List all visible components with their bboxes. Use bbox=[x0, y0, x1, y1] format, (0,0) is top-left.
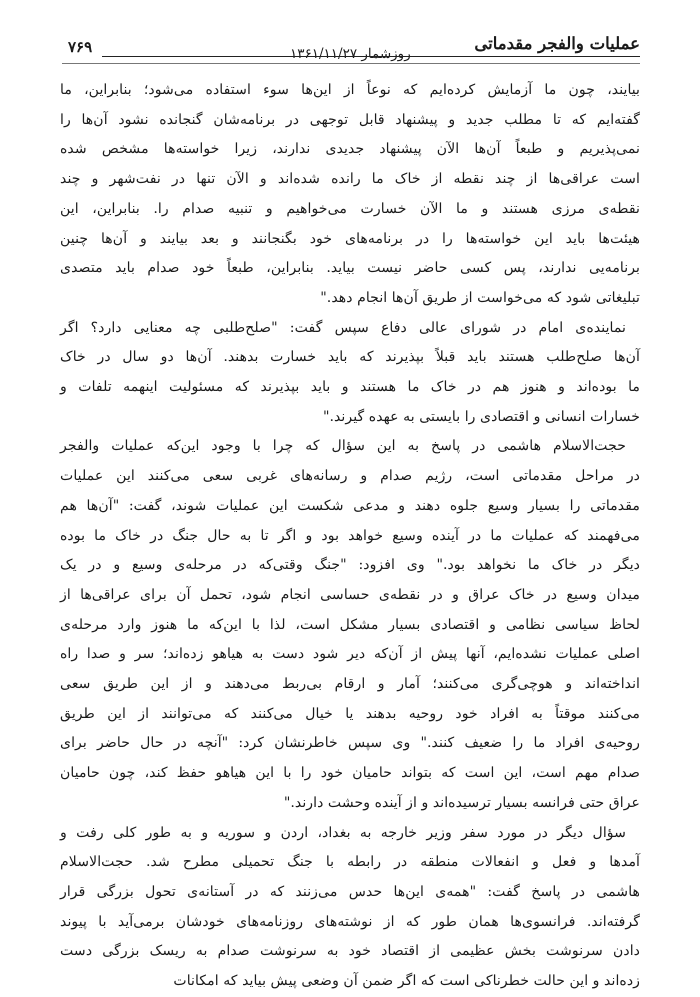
paragraph bbox=[60, 819, 640, 997]
text-line: می‌فهمند که عملیات ما در آینده وسیع خواهد بود و اگر تا به حال جنگ در خاک ما بوده bbox=[60, 527, 640, 544]
paragraph bbox=[60, 314, 640, 433]
text-line: است عراقی‌ها از چند نقطه از خاک ما رانده شده‌اند و الآن تنها در نفت‌شهر و چند bbox=[60, 171, 640, 188]
text-line: حجت‌الاسلام هاشمی در پاسخ به این سؤال که چرا با وجود این‌که عملیات والفجر bbox=[60, 438, 626, 455]
header-rule bbox=[102, 56, 640, 57]
text-line: تبلیغاتی شود که می‌خواست از طریق آن‌ها انجام دهد." bbox=[320, 289, 640, 306]
text-line: هیئت‌ها باید این خواسته‌ها را در برنامه‌های خود بگنجانند و بعد بیایند و آن‌ها چنین bbox=[60, 230, 640, 247]
paragraph bbox=[60, 76, 640, 314]
text-line: اصلی عملیات نشده‌ایم، آنها پیش از آن‌که دیر شود دست به هیاهو زده‌اند؛ سر و صدا راه bbox=[60, 646, 640, 663]
text-line: در مراحل مقدماتی است، رژیم صدام و رسانه‌های غربی سعی می‌کنند این عملیات bbox=[60, 468, 640, 485]
text-line: زده‌اند و این حالت خطرناکی است که اگر ضمن آن وضعی پیش بیاید که امکانات bbox=[173, 973, 640, 990]
header-rule-lower bbox=[62, 63, 640, 64]
text-line: نقطه‌ی مرزی هستند و ما الآن خسارت می‌خواهیم و تنبیه صدام را. بنابراین، این bbox=[60, 200, 640, 217]
text-line: نمی‌پذیریم و طبعاً آن‌ها الآن پیشنهاد جدیدی ندارند، زیرا خواسته‌ها مشخص شده bbox=[60, 141, 640, 158]
text-line: آمدها و فعل و انفعالات منطقه در رابطه با جنگ تحمیلی مطرح شد. حجت‌الاسلام bbox=[60, 854, 640, 871]
text-line: آن‌ها صلح‌طلب هستند باید قبلاً بپذیرند که باید خسارت بدهند. آن‌ها دو سال در خاک bbox=[60, 349, 640, 366]
paragraph bbox=[60, 432, 640, 818]
text-line: میدان وسیع در خاک عراق و در نقطه‌ی حساسی انجام شود، تحمل آن برای عراقی‌ها از bbox=[60, 586, 640, 603]
chronicle-date: روزشمار ۱۳۶۱/۱۱/۲۷ bbox=[290, 46, 411, 62]
text-line: روحیه‌ی افراد ما را ضعیف کنند." وی سپس خاطرنشان کرد: "آنچه در حال حاضر برای bbox=[60, 735, 640, 752]
page-number: ۷۶۹ bbox=[68, 38, 93, 56]
text-line: ما بوده‌اند و هنوز هم در خاک ما هستند و باید بپذیرند که مسئولیت اینهمه تلفات و bbox=[60, 379, 640, 396]
text-line: می‌کنند موقتاً به افراد خود روحیه بدهند یا خیال می‌کنند که می‌توانند از این طریق bbox=[60, 705, 640, 722]
text-line: عراق حتی فرانسه بسیار ترسیده‌اند و از آینده وحشت دارند." bbox=[283, 794, 640, 811]
text-line: گرفته‌اند. فرانسوی‌ها همان طور که از نوشته‌های روزنامه‌های خودشان برمی‌آید با پیوند bbox=[60, 913, 640, 930]
running-title: عملیات والفجر مقدماتی bbox=[474, 34, 640, 53]
text-line: هاشمی در پاسخ گفت: "همه‌ی این‌ها حدس می‌زنند که در آستانه‌ی تحول بزرگی قرار bbox=[60, 883, 640, 900]
text-line: انداخته‌اند و هوچی‌گری می‌کنند؛ آمار و ارقام بی‌ربط می‌دهند و از این طریق سعی bbox=[60, 676, 640, 693]
text-line: بیایند، چون ما آزمایش کرده‌ایم که نوعاً از این‌ها سوء استفاده می‌شود؛ بنابراین، ما bbox=[60, 82, 640, 98]
text-line: نماینده‌ی امام در شورای عالی دفاع سپس گفت: "صلح‌طلبی چه معنایی دارد؟ اگر bbox=[60, 319, 626, 336]
text-line: صدام مهم است، این است که بتواند حامیان خود را با این هیاهو حفظ کند، چون حامیان bbox=[60, 765, 640, 782]
text-line: مقدماتی را بسیار وسیع جلوه دهند و مدعی شکست این عملیات شوند، گفت: "آن‌ها هم bbox=[60, 497, 640, 514]
text-line: لحاظ سیاسی نظامی و اقتصادی بسیار مشکل است، لذا با این‌که ما هنوز وارد مرحله‌ی bbox=[60, 616, 640, 633]
text-line: گفته‌ایم که تا مطلب جدید و پیشنهاد قابل توجهی در برنامه‌شان گنجانده نشود آن‌ها را bbox=[60, 111, 640, 128]
body-text bbox=[60, 76, 640, 997]
text-line: برنامه‌یی ندارند، پس کسی حاضر نیست بیاید. بنابراین، طبعاً خود صدام باید متصدی bbox=[60, 260, 640, 277]
page-header bbox=[62, 34, 640, 64]
text-line: سؤال دیگر در مورد سفر وزیر خارجه به بغداد، اردن و سوریه و به طور کلی رفت و bbox=[60, 824, 626, 841]
text-line: دادن سرنوشت بخش عظیمی از اقتصاد خود به سرنوشت صدام به ریسک بزرگی دست bbox=[60, 943, 640, 960]
text-line: دیگر در خاک ما نخواهد بود." وی افزود: "جنگ وقتی‌که در مرحله‌ی وسیع و در یک bbox=[60, 557, 640, 574]
text-line: خسارات انسانی و اقتصادی را بایستی به عهده گیرند." bbox=[322, 408, 640, 425]
